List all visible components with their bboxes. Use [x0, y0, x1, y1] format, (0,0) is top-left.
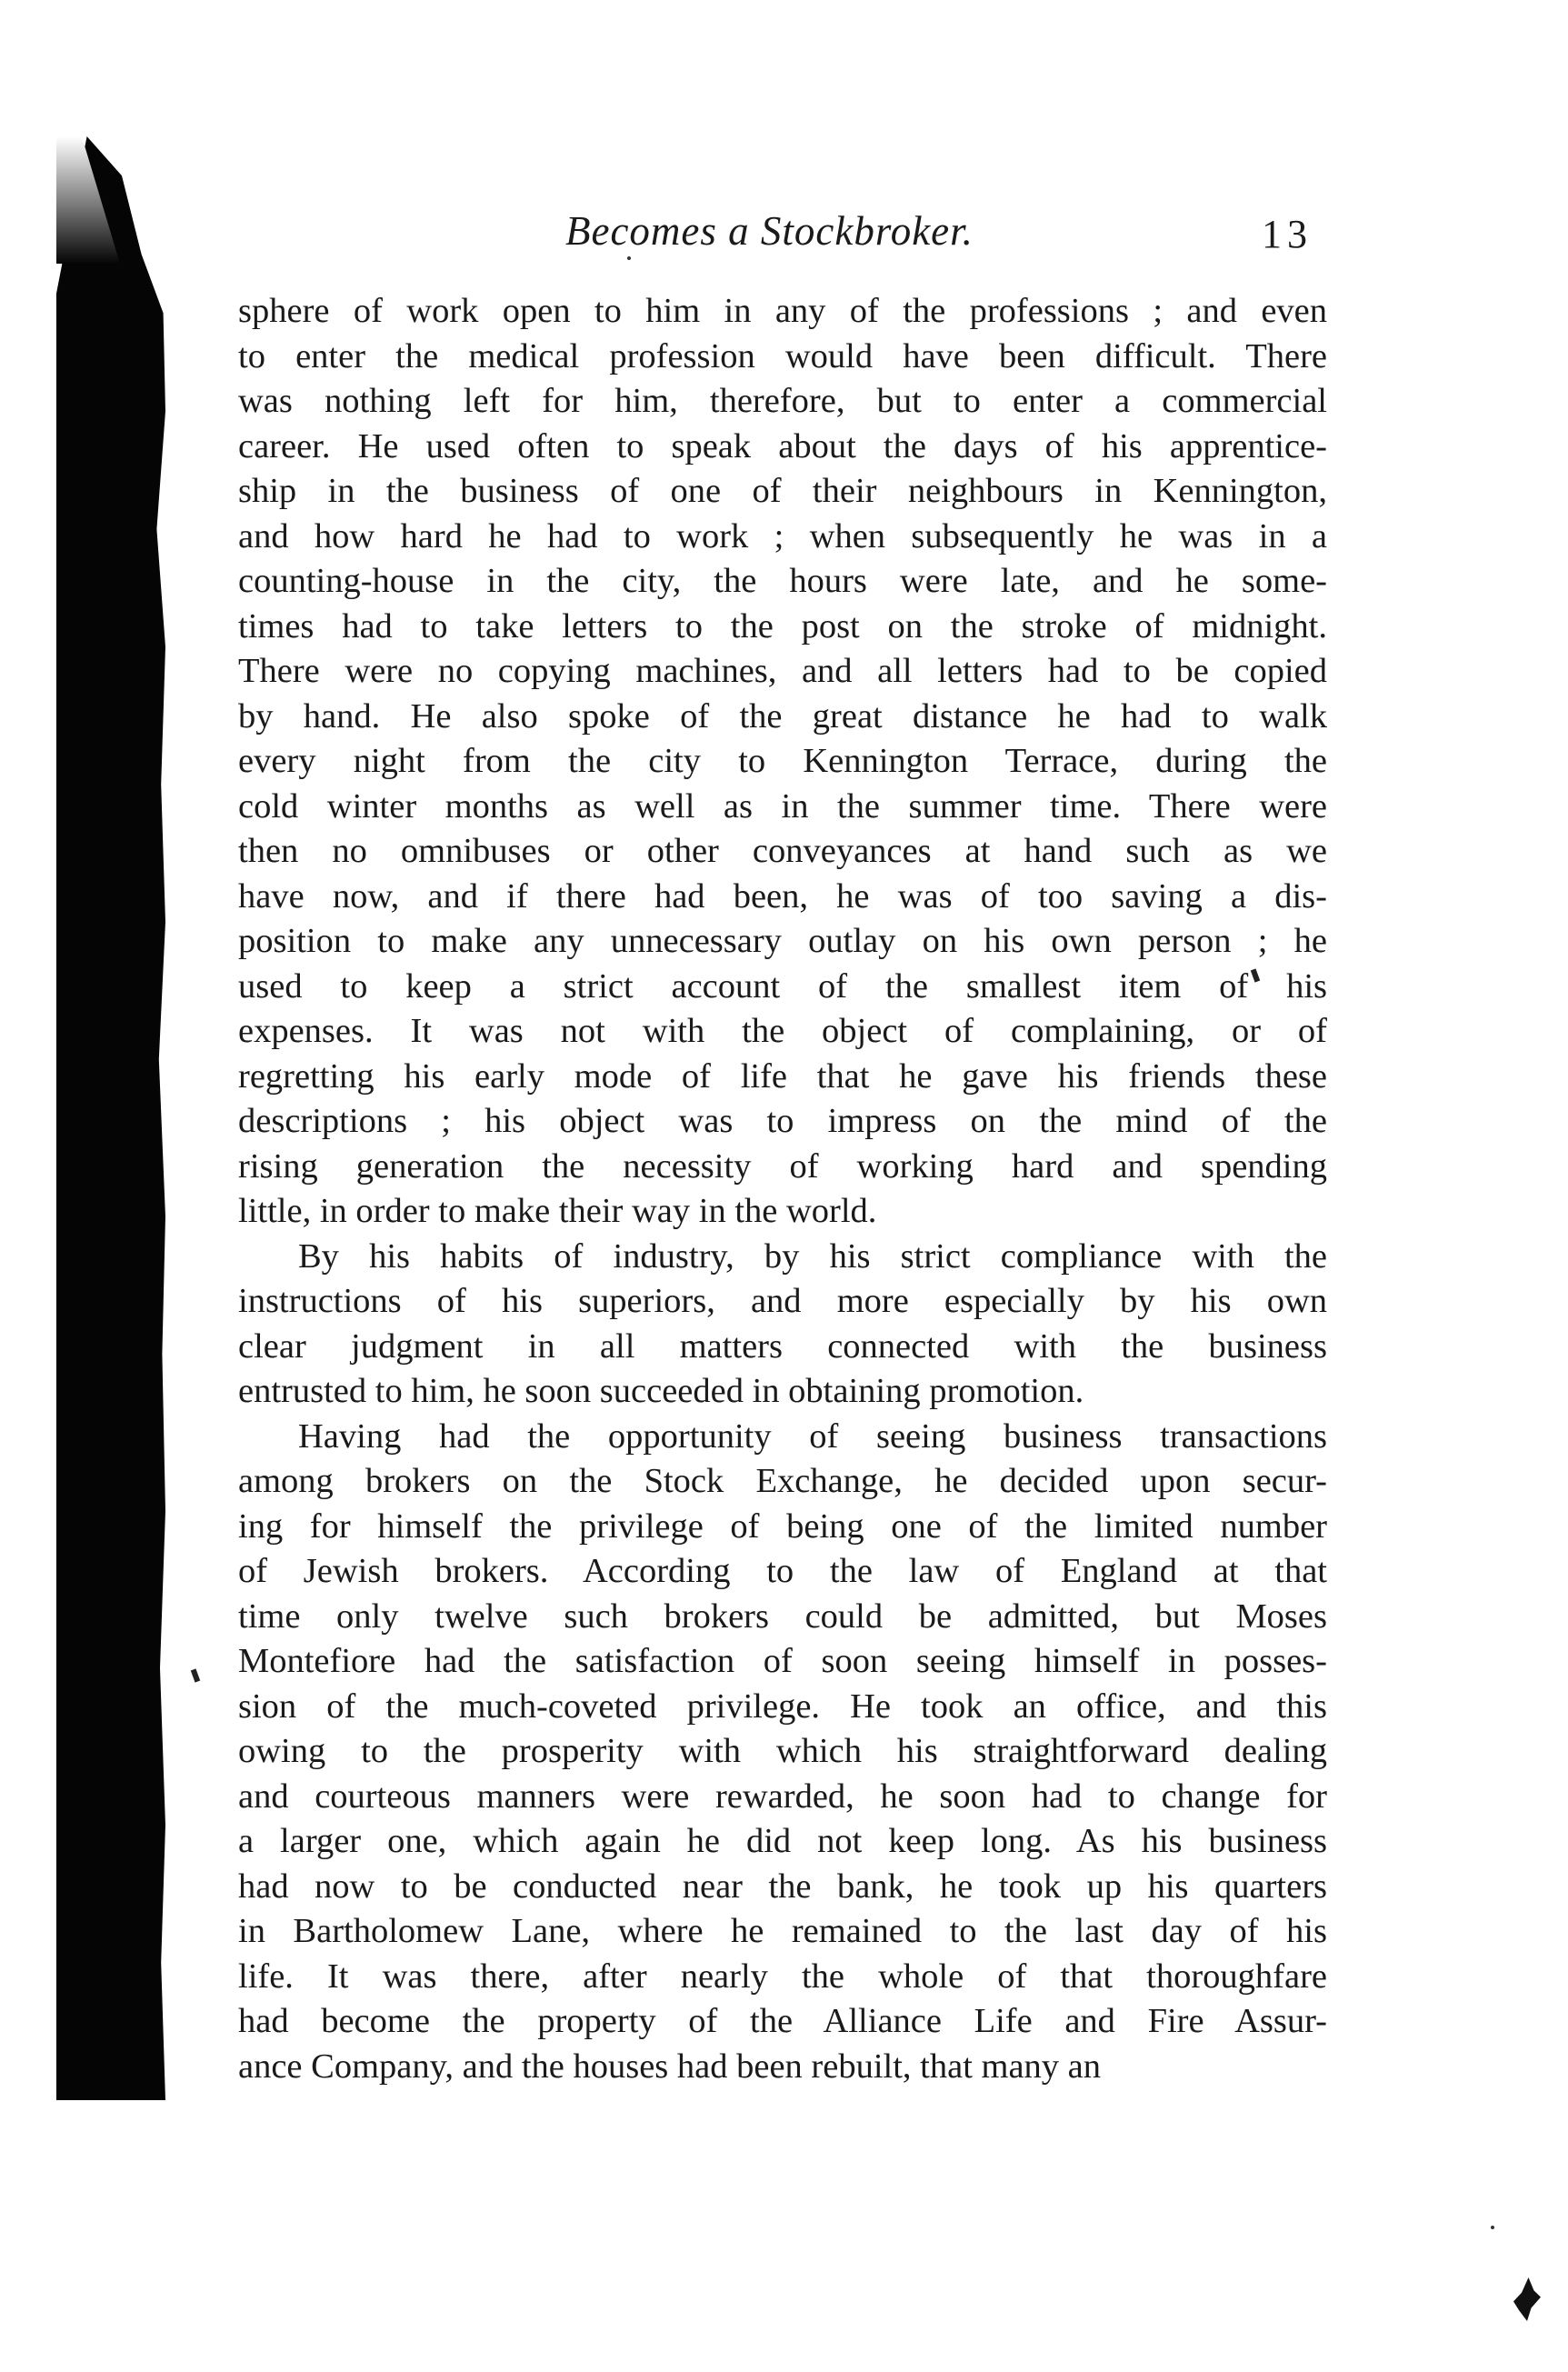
text-line: ance Company, and the houses had been rebuilt, that many an: [238, 2047, 1102, 2086]
text-line: counting-house in the city, the hours were late, and he some-: [238, 562, 1327, 600]
text-line: ing for himself the privilege of being one of the limited number: [238, 1506, 1327, 1546]
ink-smudge: [1513, 2277, 1541, 2321]
text-line: used to keep a strict account of the smallest item of his: [238, 966, 1327, 1006]
text-line: had become the property of the Alliance Life and Fire Assur-: [238, 2002, 1327, 2040]
stray-ink-mark: [191, 1668, 200, 1682]
text-line: clear judgment in all matters connected with the business: [238, 1326, 1327, 1366]
running-head: Becomes a Stockbroker.: [565, 208, 974, 254]
text-line: position to make any unnecessary outlay on his own person ; he: [238, 922, 1327, 960]
text-line: By his habits of industry, by his strict compliance with the: [298, 1236, 1327, 1276]
text-line: sphere of work open to him in any of the professions ; and even: [238, 292, 1327, 330]
ink-dot: [1491, 2226, 1494, 2229]
paragraph-2: [238, 1235, 1327, 1415]
page-number: 13: [1262, 212, 1313, 256]
text-line: among brokers on the Stock Exchange, he decided upon secur-: [238, 1462, 1327, 1500]
text-line: have now, and if there had been, he was of too saving a dis-: [238, 876, 1327, 916]
text-line: career. He used often to speak about the days of his apprentice-: [238, 426, 1327, 465]
text-line: ship in the business of one of their neighbours in Kennington,: [238, 472, 1327, 510]
text-line: life. It was there, after nearly the whole of that thoroughfare: [238, 1957, 1327, 1996]
body-text: [238, 289, 1327, 2089]
paragraph-1: [238, 289, 1327, 1235]
text-line: owing to the prosperity with which his straightforward dealing: [238, 1732, 1327, 1770]
text-line: and how hard he had to work ; when subsequently he was in a: [238, 516, 1327, 555]
text-line: descriptions ; his object was to impress on the mind of the: [238, 1102, 1327, 1140]
text-line: entrusted to him, he soon succeeded in obtaining promotion.: [238, 1372, 1084, 1410]
text-line: little, in order to make their way in the world.: [238, 1192, 877, 1230]
text-line: cold winter months as well as in the summer time. There were: [238, 786, 1327, 826]
text-line: and courteous manners were rewarded, he soon had to change for: [238, 1776, 1327, 1816]
scanned-binding-shadow: [56, 136, 165, 2100]
text-line: a larger one, which again he did not keep long. As his business: [238, 1822, 1327, 1860]
text-line: was nothing left for him, therefore, but to enter a commercial: [238, 382, 1327, 420]
text-line: by hand. He also spoke of the great distance he had to walk: [238, 696, 1327, 736]
text-line: times had to take letters to the post on the stroke of midnight.: [238, 606, 1327, 646]
text-line: every night from the city to Kennington Terrace, during the: [238, 742, 1327, 780]
text-line: of Jewish brokers. According to the law of England at that: [238, 1552, 1327, 1590]
text-line: Montefiore had the satisfaction of soon seeing himself in posses-: [238, 1642, 1327, 1680]
text-line: had now to be conducted near the bank, he took up his quarters: [238, 1867, 1327, 1906]
text-line: then no omnibuses or other conveyances at hand such as we: [238, 832, 1327, 870]
text-line: expenses. It was not with the object of complaining, or of: [238, 1012, 1327, 1050]
text-line: in Bartholomew Lane, where he remained to the last day of his: [238, 1912, 1327, 1950]
text-line: sion of the much-coveted privilege. He took an office, and this: [238, 1686, 1327, 1726]
text-line: There were no copying machines, and all letters had to be copied: [238, 652, 1327, 690]
paragraph-3: [238, 1415, 1327, 2090]
text-line: to enter the medical profession would have been difficult. There: [238, 336, 1327, 375]
text-line: Having had the opportunity of seeing business transactions: [298, 1416, 1327, 1456]
text-line: regretting his early mode of life that he gave his friends these: [238, 1056, 1327, 1096]
text-line: time only twelve such brokers could be admitted, but Moses: [238, 1596, 1327, 1636]
page-header: [238, 207, 1329, 280]
text-line: rising generation the necessity of working hard and spending: [238, 1146, 1327, 1186]
text-line: instructions of his superiors, and more especially by his own: [238, 1282, 1327, 1320]
